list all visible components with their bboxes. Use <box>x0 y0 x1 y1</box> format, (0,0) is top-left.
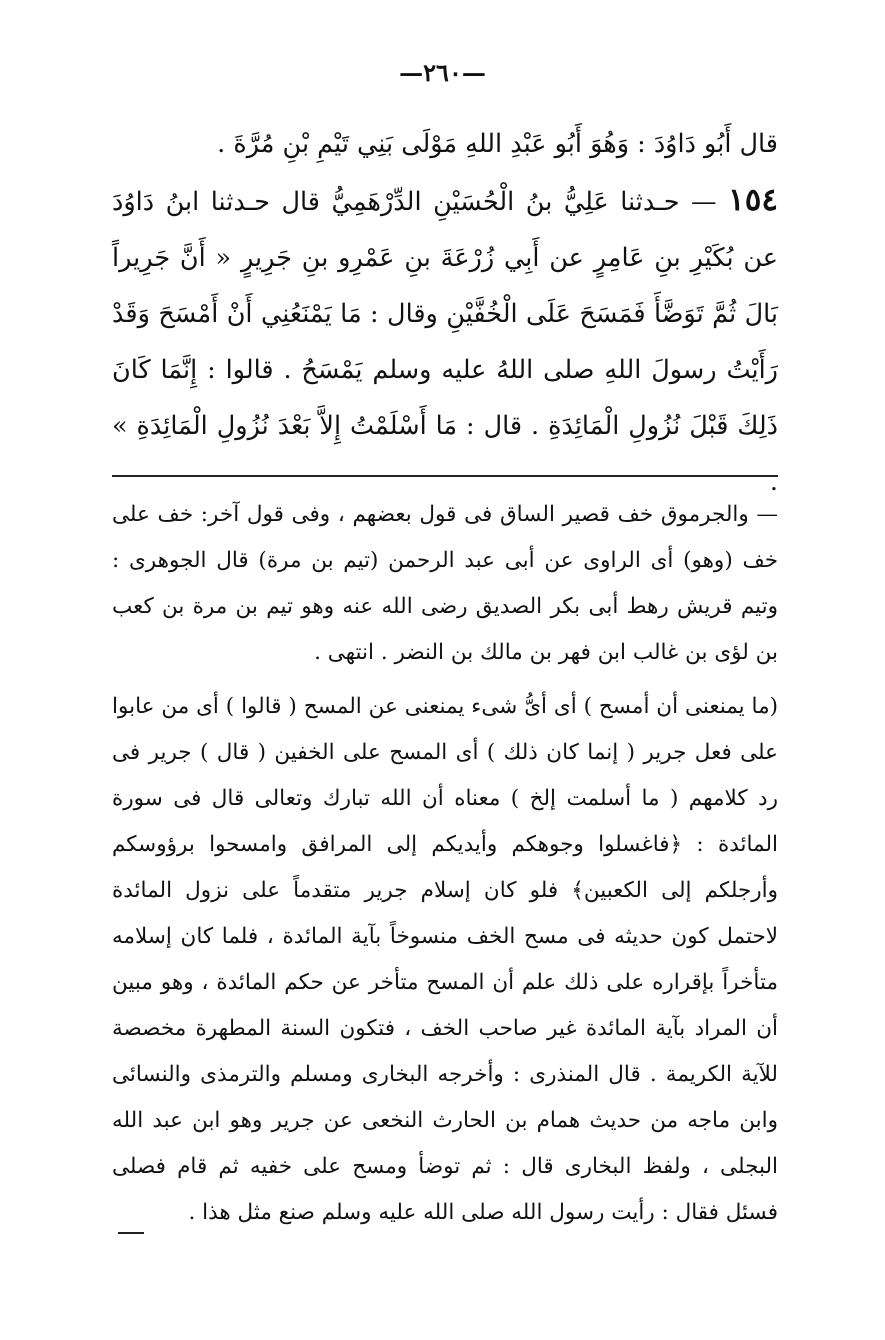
commentary-paragraph-1: — والجرموق خف قصير الساق فى قول بعضهم ، وفى قول آخر: خف على خف (وهو) أى الراوى عن أبى عبد الرحمن (تيم بن مرة) قال الجوهرى : وتيم قريش رهط أبى بكر الصديق رضى الله عنه وهو تيم بن مرة بن كعب بن لؤى بن غالب ابن فهر بن مالك بن النضر . انتهى . <box>112 502 778 665</box>
continuation-dash <box>118 1232 144 1234</box>
commentary-paragraph-2: (ما يمنعنى أن أمسح ) أى أىُّ شىء يمنعنى عن المسح ( قالوا ) أى من عابوا على فعل جرير ( إنما كان ذلك ) أى المسح على الخفين ( قال ) جرير فى رد كلامهم ( ما أسلمت إلخ ) معناه أن الله تبارك وتعالى قال فى سورة المائدة : ﴿فاغسلوا وجوهكم وأيديكم إلى المرافق وامسحوا برؤوسكم وأرجلكم إلى الكعبين﴾ فلو كان إسلام جرير متقدماً على نزول المائدة لاحتمل كون حديثه فى مسح الخف منسوخاً بآية المائدة ، فلما كان إسلامه متأخراً بإقراره على ذلك علم أن المسح متأخر عن حكم المائدة ، وهو مبين أن المراد بآية المائدة غير صاحب الخف ، فتكون السنة المطهرة مخصصة للآية الكريمة . قال المنذرى : وأخرجه البخارى ومسلم والترمذى والنسائى وابن ماجه من حديث همام بن الحارث النخعى عن جرير وهو ابن عبد الله البجلى ، ولفظ البخارى قال : ثم توضأ ومسح على خفيه ثم قام فصلى فسئل فقال : رأيت رسول الله صلى الله عليه وسلم صنع مثل هذا . <box>112 694 778 1225</box>
commentary <box>112 492 778 1236</box>
page-number: —٢٦٠— <box>399 58 486 87</box>
main-hadith-text <box>112 116 778 510</box>
hadith-number: ١٥٤ <box>728 182 778 218</box>
hadith-paragraph <box>112 172 778 510</box>
hadith-text: — حـدثنا عَلِيُّ بنُ الْحُسَيْنِ الدِّرْهَمِيُّ قال حـدثنا ابنُ دَاوُدَ عن بُكَيْرِ بنِ عَامِرٍ عن أَبِي زُرْعَةَ بنِ عَمْرِو بنِ جَرِيرٍ « أَنَّ جَرِيراً بَالَ ثُمَّ تَوَضَّأَ فَمَسَحَ عَلَى الْخُفَّيْنِ وقال : مَا يَمْنَعُنِي أَنْ أَمْسَحَ وَقَدْ رَأَيْتُ رسولَ اللهِ صلى اللهُ عليه وسلم يَمْسَحُ . قالوا : إِنَّمَا كَانَ ذَلِكَ قَبْلَ نُزُولِ الْمَائِدَةِ . قال : مَا أَسْلَمْتُ إِلاَّ بَعْدَ نُزُولِ الْمَائِدَةِ » . <box>112 187 778 497</box>
narrator-line: قال أَبُو دَاوُدَ : وَهُوَ أَبُو عَبْدِ اللهِ مَوْلَى بَنِي تَيْمِ بْنِ مُرَّةَ . <box>217 129 778 159</box>
footnote-divider <box>112 475 778 477</box>
